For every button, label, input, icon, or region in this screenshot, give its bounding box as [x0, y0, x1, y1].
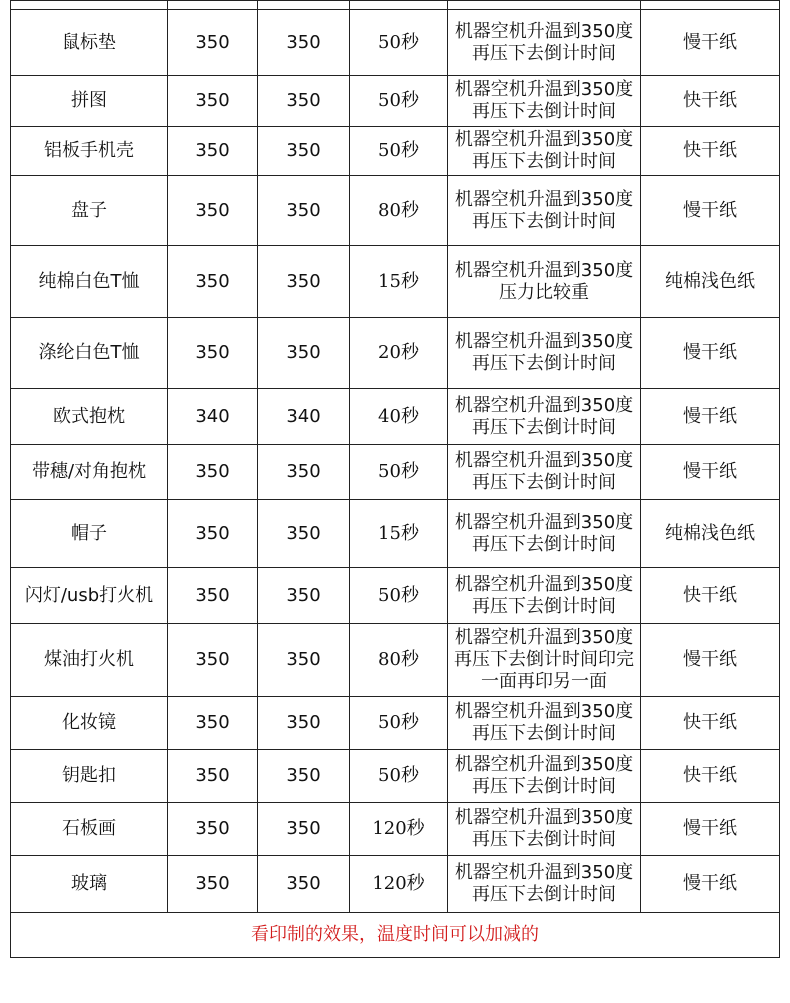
- temperature-cell: 350: [168, 568, 258, 624]
- instruction-cell: [448, 76, 641, 127]
- instruction-cell: [448, 176, 641, 246]
- table-row: [11, 389, 780, 445]
- time-cell: 80秒: [350, 176, 448, 246]
- instruction-cell: [448, 697, 641, 750]
- item-name-cell: 铝板手机壳: [11, 127, 168, 176]
- instruction-line: 机器空机升温到350度: [454, 754, 634, 775]
- table-row: [11, 246, 780, 318]
- table-row: [11, 500, 780, 568]
- temperature-cell: 350: [168, 176, 258, 246]
- footer-row: [11, 913, 780, 958]
- item-name-cell: 闪灯/usb打火机: [11, 568, 168, 624]
- table-body: [11, 1, 780, 913]
- instruction-line: 再压下去倒计时间: [472, 42, 616, 64]
- paper-type-cell: 慢干纸: [641, 389, 780, 445]
- temperature-cell: 350: [258, 76, 350, 127]
- temperature-cell: 350: [258, 127, 350, 176]
- table-row: [11, 445, 780, 500]
- temperature-cell: 350: [258, 318, 350, 389]
- item-name-cell: 玻璃: [11, 856, 168, 913]
- temperature-cell: 350: [168, 697, 258, 750]
- temperature-cell: 350: [168, 246, 258, 318]
- temperature-cell: 350: [258, 624, 350, 697]
- time-cell: 50秒: [350, 76, 448, 127]
- instruction-line: 机器空机升温到350度: [454, 573, 634, 595]
- instruction-line: 机器空机升温到350度: [454, 450, 634, 471]
- time-cell: 120秒: [350, 856, 448, 913]
- table-row: [11, 568, 780, 624]
- paper-type-cell: 慢干纸: [641, 803, 780, 856]
- instruction-cell: [448, 445, 641, 500]
- time-cell: 15秒: [350, 500, 448, 568]
- instruction-line: 再压下去倒计时间: [472, 416, 616, 438]
- instruction-line: 再压下去倒计时间: [472, 472, 616, 493]
- instruction-line: 再压下去倒计时间: [472, 101, 616, 122]
- item-name-cell: 石板画: [11, 803, 168, 856]
- parameter-table: [10, 0, 780, 958]
- temperature-cell: 350: [258, 856, 350, 913]
- paper-type-cell: 纯棉浅色纸: [641, 246, 780, 318]
- paper-type-cell: 纯棉浅色纸: [641, 500, 780, 568]
- temperature-cell: 350: [258, 803, 350, 856]
- time-cell: 50秒: [350, 697, 448, 750]
- instruction-line: 再压下去倒计时间: [472, 829, 616, 850]
- item-name-cell: 带穗/对角抱枕: [11, 445, 168, 500]
- paper-type-cell: 快干纸: [641, 750, 780, 803]
- item-name-cell: 化妆镜: [11, 697, 168, 750]
- instruction-line: 机器空机升温到350度: [454, 511, 634, 533]
- paper-type-cell: 快干纸: [641, 697, 780, 750]
- item-name-cell: 涤纶白色T恤: [11, 318, 168, 389]
- instruction-line: 机器空机升温到350度: [454, 129, 634, 150]
- time-cell: 50秒: [350, 10, 448, 76]
- instruction-line: 机器空机升温到350度: [454, 188, 634, 210]
- time-cell: 80秒: [350, 624, 448, 697]
- item-name-cell: 纯棉白色T恤: [11, 246, 168, 318]
- heat-press-parameter-sheet: [10, 0, 779, 958]
- footer-note: 看印制的效果，温度时间可以加减的: [11, 913, 780, 958]
- item-name-cell: 欧式抱枕: [11, 389, 168, 445]
- table-row: [11, 127, 780, 176]
- temperature-cell: 350: [168, 127, 258, 176]
- instruction-line: 机器空机升温到350度: [454, 394, 634, 416]
- time-cell: 15秒: [350, 246, 448, 318]
- table-row: [11, 750, 780, 803]
- temperature-cell: 350: [258, 750, 350, 803]
- paper-type-cell: 慢干纸: [641, 176, 780, 246]
- instruction-line: 机器空机升温到350度: [454, 862, 634, 883]
- item-name-cell: 钥匙扣: [11, 750, 168, 803]
- paper-type-cell: 慢干纸: [641, 10, 780, 76]
- temperature-cell: 350: [168, 624, 258, 697]
- instruction-cell: [448, 10, 641, 76]
- table-row: [11, 318, 780, 389]
- time-cell: 50秒: [350, 568, 448, 624]
- time-cell: 120秒: [350, 803, 448, 856]
- instruction-line: 压力比较重: [499, 281, 589, 303]
- temperature-cell: 350: [168, 750, 258, 803]
- time-cell: 50秒: [350, 445, 448, 500]
- time-cell: 20秒: [350, 318, 448, 389]
- temperature-cell: 350: [258, 500, 350, 568]
- item-name-cell: 煤油打火机: [11, 624, 168, 697]
- instruction-cell: [448, 750, 641, 803]
- temperature-cell: 350: [168, 318, 258, 389]
- temperature-cell: 350: [258, 246, 350, 318]
- table-row: [11, 624, 780, 697]
- temperature-cell: 350: [258, 176, 350, 246]
- temperature-cell: 350: [258, 10, 350, 76]
- table-row: [11, 176, 780, 246]
- instruction-line: 机器空机升温到350度: [454, 79, 634, 100]
- instruction-cell: [448, 803, 641, 856]
- instruction-line: 一面再印另一面: [481, 671, 607, 692]
- instruction-cell: [448, 127, 641, 176]
- instruction-cell: [448, 389, 641, 445]
- item-name-cell: 帽子: [11, 500, 168, 568]
- instruction-cell: [448, 856, 641, 913]
- instruction-cell: [448, 318, 641, 389]
- temperature-cell: 350: [168, 445, 258, 500]
- temperature-cell: 350: [168, 500, 258, 568]
- temperature-cell: 350: [168, 76, 258, 127]
- instruction-line: 机器空机升温到350度: [454, 331, 634, 352]
- instruction-line: 再压下去倒计时间: [472, 210, 616, 232]
- paper-type-cell: 慢干纸: [641, 624, 780, 697]
- instruction-line: 机器空机升温到350度: [454, 701, 634, 722]
- instruction-line: 机器空机升温到350度: [454, 20, 634, 42]
- instruction-cell: [448, 246, 641, 318]
- instruction-line: 再压下去倒计时间: [472, 884, 616, 905]
- instruction-line: 再压下去倒计时间: [472, 723, 616, 744]
- temperature-cell: 340: [258, 389, 350, 445]
- paper-type-cell: 慢干纸: [641, 856, 780, 913]
- temperature-cell: 340: [168, 389, 258, 445]
- instruction-line: 机器空机升温到350度: [454, 259, 634, 281]
- temperature-cell: 350: [258, 697, 350, 750]
- time-cell: 40秒: [350, 389, 448, 445]
- instruction-cell: [448, 568, 641, 624]
- instruction-line: 机器空机升温到350度: [454, 627, 634, 648]
- instruction-cell: [448, 624, 641, 697]
- instruction-line: 机器空机升温到350度: [454, 807, 634, 828]
- table-row: [11, 697, 780, 750]
- instruction-line: 再压下去倒计时间: [472, 151, 616, 172]
- temperature-cell: 350: [258, 445, 350, 500]
- item-name-cell: 盘子: [11, 176, 168, 246]
- item-name-cell: 鼠标垫: [11, 10, 168, 76]
- paper-type-cell: 慢干纸: [641, 318, 780, 389]
- paper-type-cell: 慢干纸: [641, 445, 780, 500]
- instruction-line: 再压下去倒计时间: [472, 353, 616, 374]
- instruction-line: 再压下去倒计时间: [472, 776, 616, 797]
- clipped-row: [11, 1, 780, 10]
- table-row: [11, 76, 780, 127]
- table-row: [11, 803, 780, 856]
- time-cell: 50秒: [350, 750, 448, 803]
- paper-type-cell: 快干纸: [641, 127, 780, 176]
- paper-type-cell: 快干纸: [641, 76, 780, 127]
- table-row: [11, 856, 780, 913]
- temperature-cell: 350: [168, 856, 258, 913]
- table-row: [11, 10, 780, 76]
- instruction-line: 再压下去倒计时间: [472, 595, 616, 617]
- instruction-cell: [448, 500, 641, 568]
- temperature-cell: 350: [168, 803, 258, 856]
- instruction-line: 再压下去倒计时间: [472, 533, 616, 555]
- item-name-cell: 拼图: [11, 76, 168, 127]
- temperature-cell: 350: [258, 568, 350, 624]
- paper-type-cell: 快干纸: [641, 568, 780, 624]
- temperature-cell: 350: [168, 10, 258, 76]
- instruction-line: 再压下去倒计时间印完: [454, 649, 634, 670]
- time-cell: 50秒: [350, 127, 448, 176]
